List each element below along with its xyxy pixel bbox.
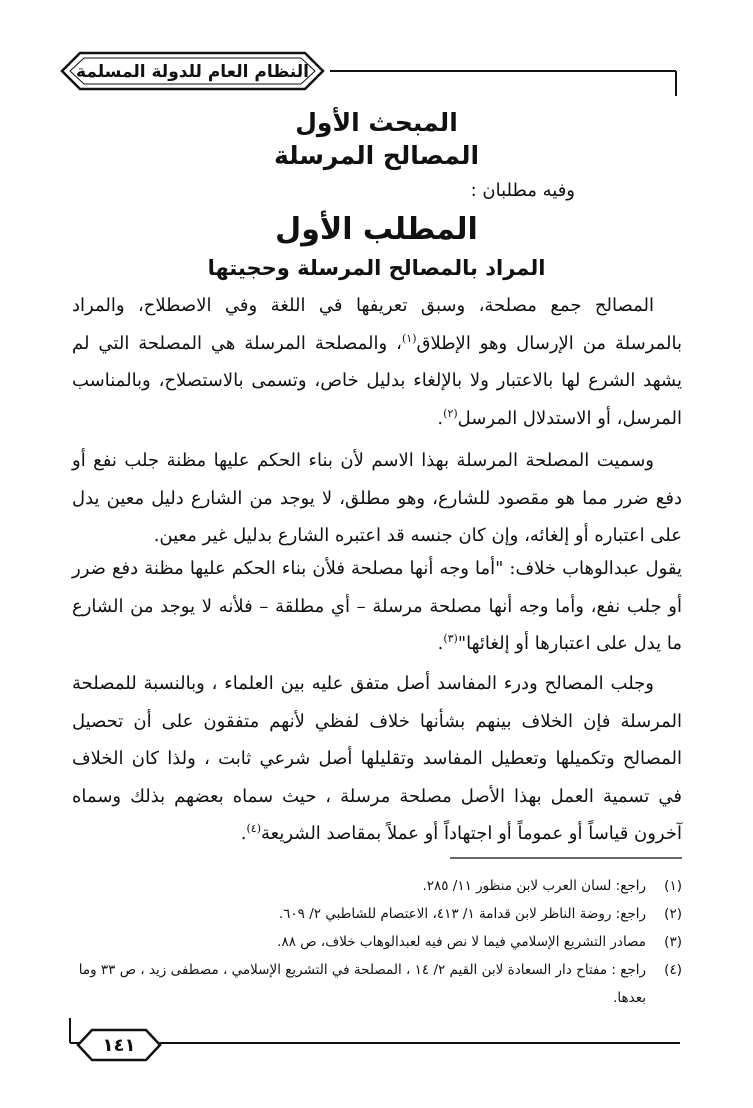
footnote-number: (١) (664, 878, 682, 894)
footnote-ref-3[interactable]: (٣) (443, 632, 458, 645)
page-number: ١٤١ (102, 1034, 136, 1056)
paragraph-1: المصالح جمع مصلحة، وسبق تعريفها في اللغة وفي الاصطلاح، والمراد بالمرسلة من الإرسال وهو الإطلاق$^{(١)}$، والمصلحة المرسلة هي المصلحة التي لم يشهد الشرع لها بالاعتبار ولا بالإلغاء بدليل خاص، وتسمى بالاستصلاح، وبالمناسب المرسل، أو الاستدلال المرسل$^{(٢)}$. (72, 295, 683, 429)
section-intro: وفيه مطلبان : (470, 180, 575, 201)
footnote-ref-1[interactable]: (١) (402, 331, 417, 345)
chapter-heading: المبحث الأول (295, 108, 458, 137)
paragraph-2: وسميت المصلحة المرسلة بهذا الاسم لأن بناء الحكم عليها مظنة جلب نفع أو دفع ضرر مما هو مقصود للشارع، وهو مطلق، لا يوجد من الشارع دليل معين يدل على اعتباره أو إلغائه، وإن كان جنسه قد اعتبره الشارع بدليل غير معين. (72, 450, 682, 546)
footnote-item (72, 956, 682, 1012)
footnote-ref-4[interactable]: (٤) (246, 822, 261, 835)
footnote-number: (٤) (664, 962, 682, 978)
footnote-number: (٢) (664, 906, 682, 922)
footnotes (72, 872, 682, 1012)
running-title: النظام العام للدولة المسلمة (76, 62, 309, 82)
footer-frame (70, 1018, 680, 1060)
footnote-text: مصادر التشريع الإسلامي فيما لا نص فيه لعبدالوهاب خلاف، ص ٨٨. (277, 934, 646, 950)
footnote-item (72, 872, 682, 900)
footnote-text: راجع: روضة الناظر لابن قدامة ١/ ٤١٣، الاعتصام للشاطبي ٢/ ٦٠٩. (278, 906, 646, 922)
footnote-number: (٣) (664, 934, 682, 950)
paragraph-4: وجلب المصالح ودرء المفاسد أصل متفق عليه بين العلماء ، وبالنسبة للمصلحة المرسلة فإن الخلاف بينهم بشأنها خلاف لفظي لأنهم متفقون على أن تحصيل المصالح وتكميلها وتعطيل المفاسد وتقليلها أصل شرعي ثابت ، ولذا كان الخلاف في تسمية العمل بهذا الأصل مصلحة مرسلة ، حيث سماه بعضهم بذلك وسماه آخرون قياساً أو عموماً أو اجتهاداً أو عملاً بمقاصد الشريعة$^{(٤)}$. (72, 673, 682, 844)
footnote-text: راجع : مفتاح دار السعادة لابن القيم ٢/ ١٤ ، المصلحة في التشريع الإسلامي ، مصطفى زيد ، ص ٣٣ وما بعدها. (78, 962, 646, 1006)
footnote-text: راجع: لسان العرب لابن منظور ١١/ ٢٨٥. (422, 878, 646, 894)
paragraph-3: يقول عبدالوهاب خلاف: "أما وجه أنها مصلحة فلأن بناء الحكم عليها مظنة دفع ضرر أو جلب نفع، وأما وجه أنها مصلحة مرسلة – أي مطلقة – فلأنه لا يوجد من الشارع ما يدل على اعتبارها أو إلغائها"$^{(٣)}$. (72, 558, 682, 654)
subsection-subheading: المراد بالمصالح المرسلة وحجيتها (207, 256, 546, 280)
chapter-subheading: المصالح المرسلة (273, 141, 480, 170)
subsection-heading: المطلب الأول (275, 212, 478, 247)
footnote-item (72, 928, 682, 956)
footnote-item (72, 900, 682, 928)
footnote-ref-2[interactable]: (٢) (443, 406, 458, 420)
